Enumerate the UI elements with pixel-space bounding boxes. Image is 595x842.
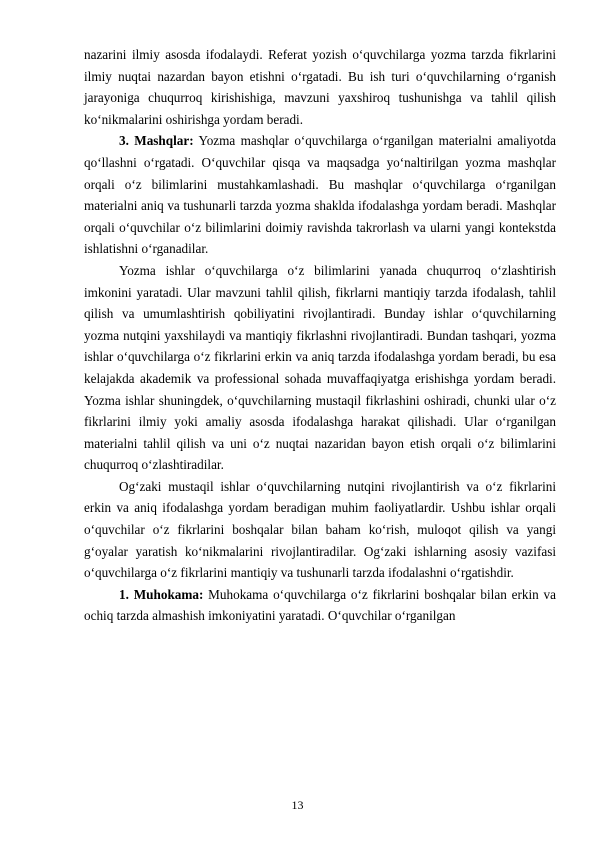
paragraph-4 <box>84 476 556 584</box>
paragraph-2 <box>84 130 556 260</box>
paragraph-2-heading: 3. Mashqlar: <box>119 133 194 149</box>
paragraph-5 <box>84 584 556 627</box>
paragraph-3 <box>84 260 556 476</box>
paragraph-4-text: Og‘zaki mustaqil ishlar o‘quvchilarning nutqini rivojlantirish va o‘z fikrlarini erkin va aniq ifodalashga yordam beradigan muhim faoliyatlardir. Ushbu ishlar orqali o‘quvchilar o‘z fikrlarini boshqalar bilan baham ko‘rish, muloqot qilish va yangi g‘oyalar yaratish ko‘nikmalarini rivojlantiradilar. Og‘zaki ishlarning asosiy vazifasi o‘quvchilarga o‘z fikrlarini mantiqiy va tushunarli tarzda ifodalashni o‘rgatishdir. <box>84 478 556 581</box>
paragraph-3-text: Yozma ishlar o‘quvchilarga o‘z bilimlarini yanada chuqurroq o‘zlashtirish imkonini yaratadi. Ular mavzuni tahlil qilish, fikrlarni mantiqiy tarzda ifodalash, tahlil qilish va umumlashtirish qobiliyatini rivojlantiradi. Bunday ishlar o‘quvchilarning yozma nutqini yaxshilaydi va mantiqiy fikrlashni rivojlantiradi. Bundan tashqari, yozma ishlar o‘quvchilarga o‘z fikrlarini erkin va aniq tarzda ifodalashga yordam beradi, bu esa kelajakda akademik va professional sohada muvaffaqiyatga erishishga yordam beradi. Yozma ishlar shuningdek, o‘quvchilarning mustaqil fikrlashini oshiradi, chunki ular o‘z fikrlarini ilmiy yoki amaliy asosda ifodalashga harakat qilishadi. Ular o‘rganilgan materialni tahlil qilish va uni o‘z nuqtai nazaridan bayon etish orqali o‘z bilimlarini chuqurroq o‘zlashtiradilar. <box>84 262 556 473</box>
paragraph-1-text: nazarini ilmiy asosda ifodalaydi. Referat yozish o‘quvchilarga yozma tarzda fikrlarini ilmiy nuqtai nazardan bayon etishni o‘rgatadi. Bu ish turi o‘quvchilarning o‘rganish jarayoniga chuqurroq kirishishiga, mavzuni yaxshiroq tushunishga va tahlil qilish ko‘nikmalarini oshirishga yordam beradi. <box>84 47 556 127</box>
paragraph-2-text: Yozma mashqlar o‘quvchilarga o‘rganilgan materialni amaliyotda qo‘llashni o‘rgatadi. O‘quvchilar qisqa va maqsadga yo‘naltirilgan yozma mashqlar orqali o‘z bilimlarini mustahkamlashadi. Bu mashqlar o‘quvchilarga o‘rganilgan materialni aniq va tushunarli tarzda yozma shaklda ifodalashga yordam beradi. Mashqlar orqali o‘quvchilar o‘z bilimlarini doimiy ravishda takrorlash va ularni yangi kontekstda ishlatishni o‘rganadilar. <box>84 133 557 257</box>
page-number: 13 <box>291 798 304 812</box>
paragraph-1 <box>84 44 556 130</box>
body-text <box>84 44 556 627</box>
paragraph-5-text: Muhokama o‘quvchilarga o‘z fikrlarini boshqalar bilan erkin va ochiq tarzda almashish imkoniyatini yaratadi. O‘quvchilar o‘rganilgan <box>84 586 557 624</box>
paragraph-5-heading: 1. Muhokama: <box>119 586 204 602</box>
